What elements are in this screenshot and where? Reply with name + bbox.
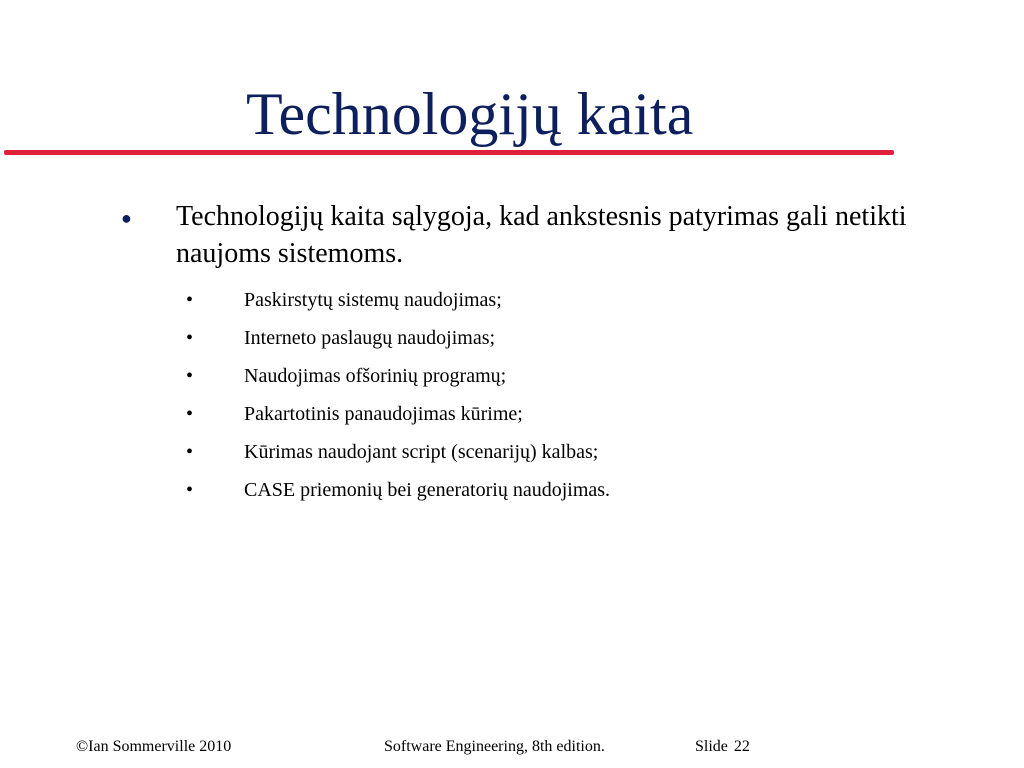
footer-copyright: ©Ian Sommerville 2010 [76, 738, 232, 755]
sub-point-text: Kūrimas naudojant script (scenarijų) kalbas; [244, 441, 599, 463]
footer-slide-number [695, 737, 750, 757]
main-bullet-icon: ● [121, 208, 132, 228]
sub-point-text: Naudojimas ofšorinių programų; [244, 365, 507, 387]
bullet-icon: • [186, 403, 194, 425]
bullet-icon: • [186, 479, 194, 501]
title-divider [4, 150, 894, 155]
sub-point-text: Pakartotinis panaudojimas kūrime; [244, 403, 523, 425]
slide-label: Slide [695, 738, 728, 755]
slide-title: Technologijų kaita [246, 81, 694, 147]
sub-point-text: CASE priemonių bei generatorių naudojimas. [244, 479, 611, 501]
sub-point-text: Interneto paslaugų naudojimas; [244, 327, 496, 349]
bullet-icon: • [186, 365, 194, 387]
bullet-icon: • [186, 441, 194, 463]
slide-number: 22 [733, 738, 750, 755]
main-point-text: Technologijų kaita sąlygoja, kad ankstesnis patyrimas gali netikti naujoms sistemoms. [176, 201, 907, 269]
bullet-icon: • [186, 289, 194, 311]
footer-book-title: Software Engineering, 8th edition. [384, 738, 605, 755]
sub-point-text: Paskirstytų sistemų naudojimas; [244, 289, 502, 311]
bullet-icon: • [186, 327, 194, 349]
